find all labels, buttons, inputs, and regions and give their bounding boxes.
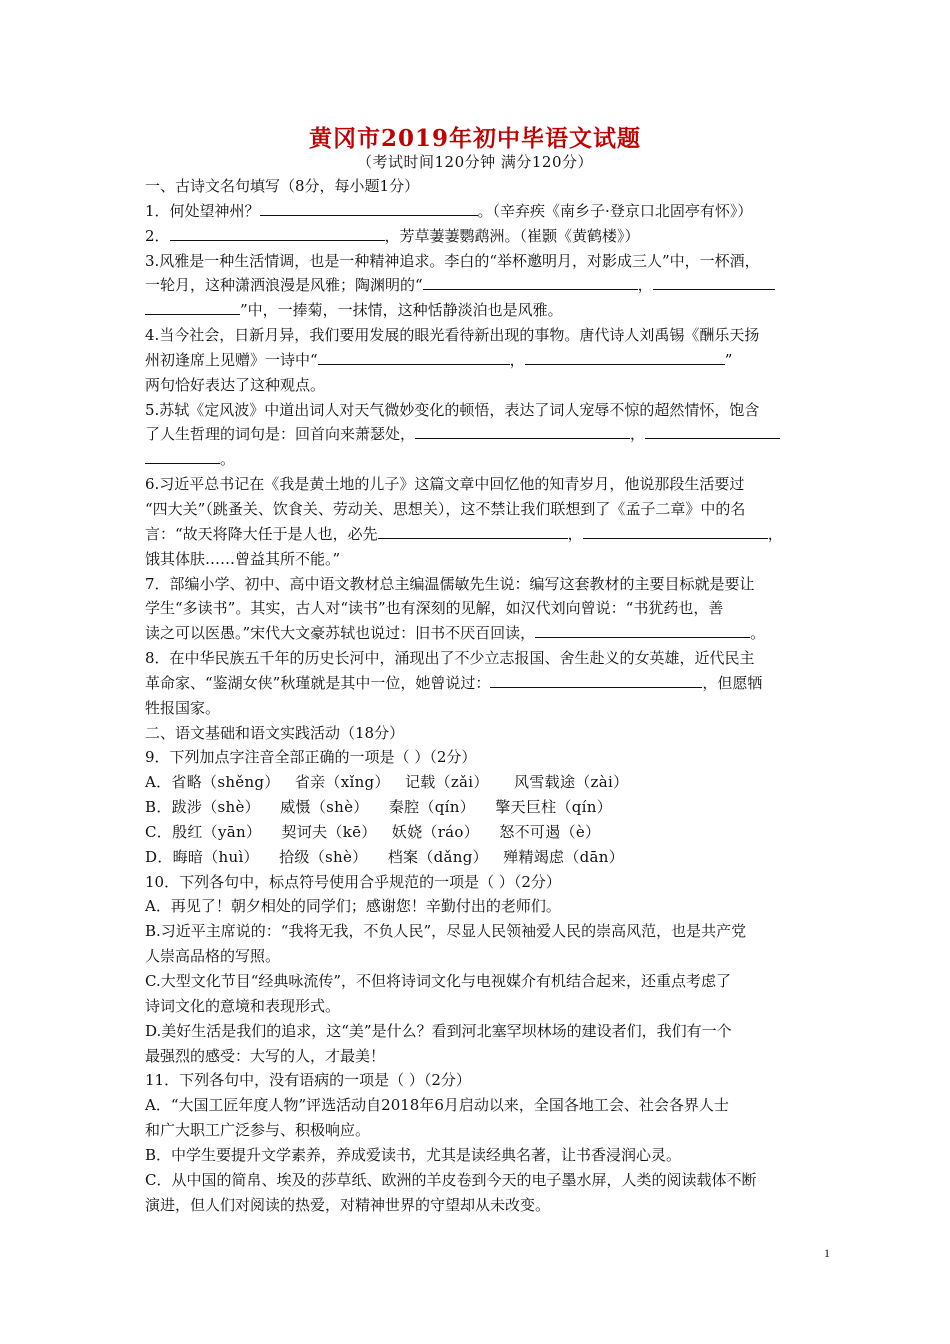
- answer-blank[interactable]: [170, 224, 385, 241]
- exam-body: [145, 174, 810, 1217]
- answer-blank[interactable]: [318, 348, 510, 365]
- answer-blank[interactable]: [260, 199, 478, 216]
- q4-text: 州初逢席上见赠》一诗中“: [145, 350, 318, 369]
- q3-text: 一轮月，这种潇洒浪漫是风雅；陶渊明的“: [145, 276, 423, 295]
- answer-blank[interactable]: [415, 422, 630, 439]
- answer-blank[interactable]: [525, 348, 725, 365]
- question-9-option-c: C．殷红（yān） 契诃夫（kē） 妖娆（ráo） 怒不可遏（è）: [145, 822, 601, 841]
- question-10-option-a: A．再见了！朝夕相处的同学们；感谢您！辛勤付出的老师们。: [145, 897, 561, 916]
- question-11-option-c: C．从中国的简帛、埃及的莎草纸、欧洲的羊皮卷到今天的电子墨水屏，人类的阅读载体不断: [145, 1170, 757, 1189]
- q4-text: ，: [509, 350, 525, 369]
- q2-text: ，芳草萋萋鹦鹉洲。（崔颢《黄鹤楼》）: [384, 226, 640, 245]
- question-7-line: [145, 596, 810, 621]
- question-3-line: [145, 273, 810, 298]
- answer-blank[interactable]: [145, 298, 240, 315]
- q6-text: 饿其体肤……曾益其所不能。”: [145, 549, 341, 568]
- q2-text: 2．: [145, 226, 170, 245]
- q5-text: 5.苏轼《定风波》中道出词人对天气微妙变化的顿悟，表达了词人宠辱不惊的超然情怀，饱含: [145, 400, 760, 419]
- question-10-option-c-cont: 诗词文化的意境和表现形式。: [145, 996, 341, 1015]
- question-9-option-a: A．省略（shěng） 省亲（xǐng） 记载（zǎi） 风雪载途（zài）: [145, 773, 629, 792]
- answer-blank[interactable]: [653, 273, 775, 290]
- question-6-line: [145, 522, 810, 547]
- question-11-option-a: A．“大国工匠年度人物”评选活动自2018年6月启动以来，全国各地工会、社会各界人士: [145, 1096, 729, 1115]
- question-4-line: [145, 373, 810, 398]
- q1-text: 。（辛弃疾《南乡子·登京口北固亭有怀》）: [477, 201, 753, 220]
- question-4: [145, 323, 810, 348]
- question-11-stem: 11．下列各句中，没有语病的一项是（ ）（2分）: [145, 1071, 471, 1090]
- q1-text: 1．何处望神州？: [145, 201, 260, 220]
- q3-text: 3.风雅是一种生活情调，也是一种精神追求。李白的“举杯邀明月，对影成三人”中，一杯酒，: [145, 251, 760, 270]
- answer-blank[interactable]: [378, 522, 568, 539]
- question-7: [145, 572, 810, 597]
- answer-blank[interactable]: [645, 422, 780, 439]
- answer-blank[interactable]: [490, 671, 702, 688]
- question-8-line: [145, 671, 810, 696]
- q4-text: 两句恰好表达了这种观点。: [145, 375, 326, 394]
- q7-text: 读之可以医愚。”宋代大文豪苏轼也说过：旧书不厌百回读，: [145, 624, 536, 643]
- section-heading-1: 一、古诗文名句填写（8分，每小题1分）: [145, 177, 420, 195]
- q5-text: ，: [630, 425, 646, 444]
- question-10-option-b: B.习近平主席说的：“我将无我，不负人民”，尽显人民领袖爱人民的崇高风范，也是共产党: [145, 922, 747, 941]
- q7-text: 。: [750, 624, 766, 643]
- q5-text: 了人生哲理的词句是：回首向来萧瑟处，: [145, 425, 416, 444]
- question-10-option-c: C.大型文化节目“经典咏流传”，不但将诗词文化与电视媒介有机结合起来，还重点考虑了: [145, 972, 732, 990]
- q5-text: 。: [220, 450, 236, 469]
- answer-blank[interactable]: [535, 621, 750, 638]
- q6-text: ，: [567, 524, 583, 543]
- question-4-line: [145, 348, 810, 373]
- question-2: [145, 224, 810, 249]
- question-7-line: [145, 621, 810, 646]
- question-5: [145, 398, 810, 423]
- answer-blank[interactable]: [145, 447, 220, 464]
- exam-subtitle: （考试时间120分钟 满分120分）: [356, 153, 594, 171]
- question-9-option-d: D．晦暗（huì） 拾级（shè） 档案（dǎng） 殚精竭虑（dān）: [145, 847, 625, 866]
- question-3: [145, 249, 810, 274]
- question-8-line: [145, 696, 810, 721]
- question-5-line: [145, 422, 810, 447]
- exam-title: 黄冈市2019年初中毕语文试题: [308, 125, 641, 152]
- q4-text: ”: [724, 350, 733, 369]
- question-10-option-d-cont: 最强烈的感受：大写的人，才最美！: [145, 1046, 386, 1065]
- question-10-stem: 10．下列各句中，标点符号使用合乎规范的一项是（ ）（2分）: [145, 872, 561, 891]
- question-5-line: [145, 447, 810, 472]
- q8-text: 8．在中华民族五千年的历史长河中，涌现出了不少立志报国、舍生赴义的女英雄，近代民主: [145, 649, 755, 668]
- question-11-option-b: B．中学生要提升文学素养，养成爱读书，尤其是读经典名著，让书香浸润心灵。: [145, 1145, 682, 1164]
- question-1: [145, 199, 810, 224]
- question-10-option-b-cont: 人崇高品格的写照。: [145, 947, 281, 966]
- question-6-line: [145, 547, 810, 572]
- q6-text: 6.习近平总书记在《我是黄土地的儿子》这篇文章中回忆他的知青岁月，他说那段生活要过: [145, 475, 745, 494]
- page-number: 1: [824, 1246, 830, 1260]
- q4-text: 4.当今社会，日新月异，我们要用发展的眼光看待新出现的事物。唐代诗人刘禹锡《酬乐天扬: [145, 326, 760, 345]
- question-9-option-b: B．跋涉（shè） 威慑（shè） 秦腔（qín） 擎天巨柱（qín）: [145, 798, 613, 817]
- q3-text: ”中，一捧菊，一抹情，这种恬静淡泊也是风雅。: [240, 301, 563, 320]
- q8-text: 革命家、“鉴湖女侠”秋瑾就是其中一位，她曾说过：: [145, 673, 491, 692]
- question-6-line: [145, 497, 810, 522]
- q8-text: ，但愿牺: [702, 673, 763, 692]
- q3-text: ，: [637, 276, 653, 295]
- q7-text: 学生“多读书”。其实，古人对“读书”也有深刻的见解，如汉代刘向曾说：“书犹药也，善: [145, 599, 724, 618]
- q6-text: 言：“故天将降大任于是人也，必先: [145, 524, 378, 543]
- q6-text: ，: [767, 524, 783, 543]
- section-heading-2: 二、语文基础和语文实践活动（18分）: [145, 723, 405, 742]
- question-9-stem: 9．下列加点字注音全部正确的一项是（ ）（2分）: [145, 748, 477, 767]
- q8-text: 牲报国家。: [145, 698, 221, 717]
- question-10-option-d: D.美好生活是我们的追求，这“美”是什么？看到河北塞罕坝林场的建设者们，我们有一个: [145, 1021, 732, 1040]
- question-6: [145, 472, 810, 497]
- question-3-line: [145, 298, 810, 323]
- question-11-option-a-cont: 和广大职工广泛参与、积极响应。: [145, 1121, 371, 1140]
- answer-blank[interactable]: [423, 273, 638, 290]
- answer-blank[interactable]: [583, 522, 768, 539]
- question-11-option-c-cont: 演进，但人们对阅读的热爱，对精神世界的守望却从未改变。: [145, 1195, 551, 1214]
- q6-text: “四大关”（跳蚤关、饮食关、劳动关、思想关），这不禁让我们联想到了《孟子二章》中的名: [145, 499, 746, 518]
- question-8: [145, 646, 810, 671]
- q7-text: 7．部编小学、初中、高中语文教材总主编温儒敏先生说：编写这套教材的主要目标就是要让: [145, 574, 755, 593]
